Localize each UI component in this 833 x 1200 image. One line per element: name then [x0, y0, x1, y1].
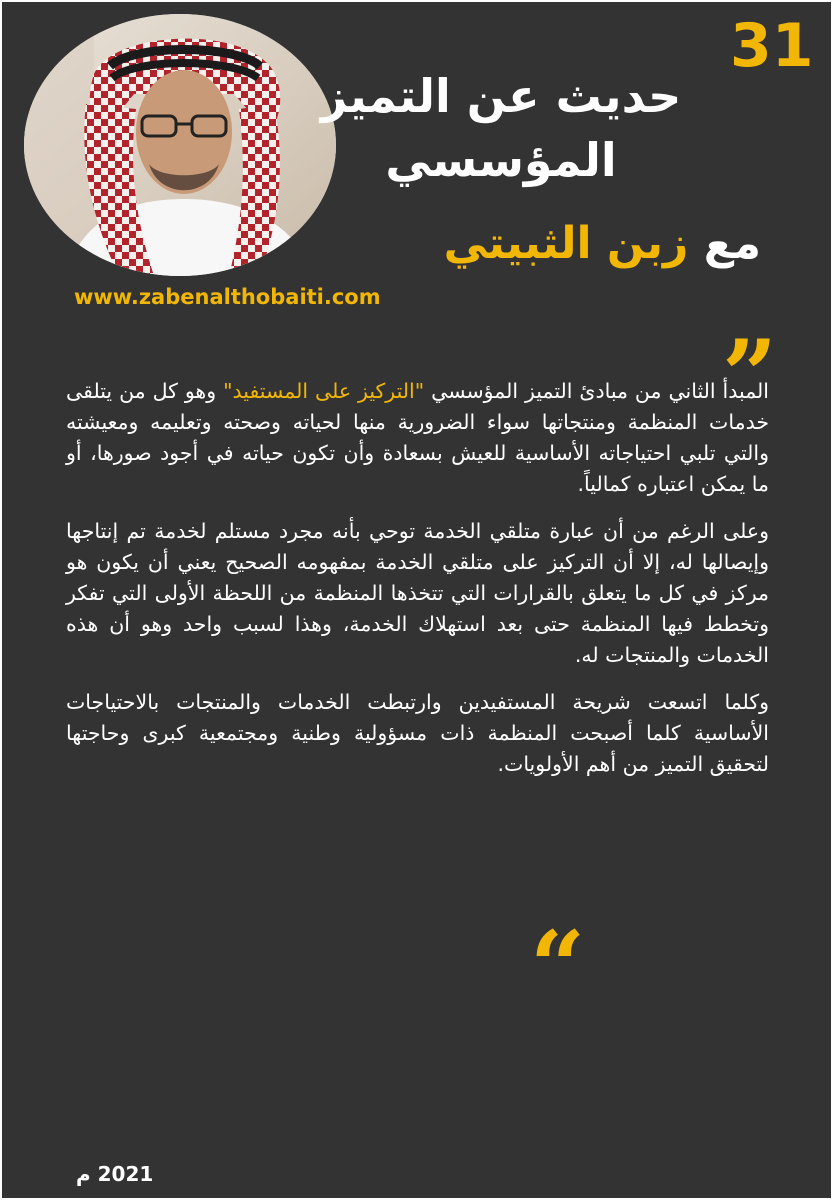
close-quote-icon: “ — [530, 910, 586, 1023]
website-link[interactable]: www.zabenalthobaiti.com — [74, 285, 381, 309]
paragraph-1-after: وهو كل من يتلقى خدمات المنظمة ومنتجاتها سواء الضرورية منها لحياته وصحته وتعليمه ومعيشته والتي تلبي احتياجاته الأساسية للعيش بسعادة وأن تكون حياته في أجود صورها، أو ما يمكن اعتباره كمالياً. — [66, 379, 769, 496]
author-photo — [24, 14, 336, 276]
paragraph-2: وعلى الرغم من أن عبارة متلقي الخدمة توحي بأنه مجرد مستلم لخدمة تم إنتاجها وإيصالها له، إلا أن التركيز على متلقي الخدمة بمفهومه الصحيح يعني أن يكون هو مركز في كل ما يتعلق بالقرارات التي تتخذها المنظمة من اللحظة الأولى التي تفكر وتخطط فيها المنظمة حتى بعد استهلاك الخدمة، وهذا لسبب واحد وهو أن هذه الخدمات والمنتجات له. — [66, 519, 769, 667]
paragraph-3: وكلما اتسعت شريحة المستفيدين وارتبطت الخدمات والمنتجات بالاحتياجات الأساسية كلما أصبحت المنظمة ذات مسؤولية وطنية ومجتمعية كبرى وحاجتها لتحقيق التميز من أهم الأولويات. — [66, 690, 769, 776]
open-quote-icon: ” — [722, 319, 778, 432]
page-title: حديث عن التميز المؤسسي — [320, 69, 682, 187]
author-line — [444, 214, 761, 274]
post-card — [2, 2, 831, 1198]
highlight-principle: "التركيز على المستفيد" — [223, 379, 425, 403]
paragraph-1 — [66, 376, 769, 500]
year-label: 2021 م — [76, 1162, 154, 1186]
issue-number: 31 — [730, 11, 814, 81]
article-body — [66, 376, 769, 796]
author-name: زبن الثبيتي — [443, 218, 689, 269]
paragraph-1-before: المبدأ الثاني من مبادئ التميز المؤسسي — [424, 379, 769, 403]
with-label: مع — [703, 218, 761, 269]
author-photo-illustration — [24, 14, 336, 276]
